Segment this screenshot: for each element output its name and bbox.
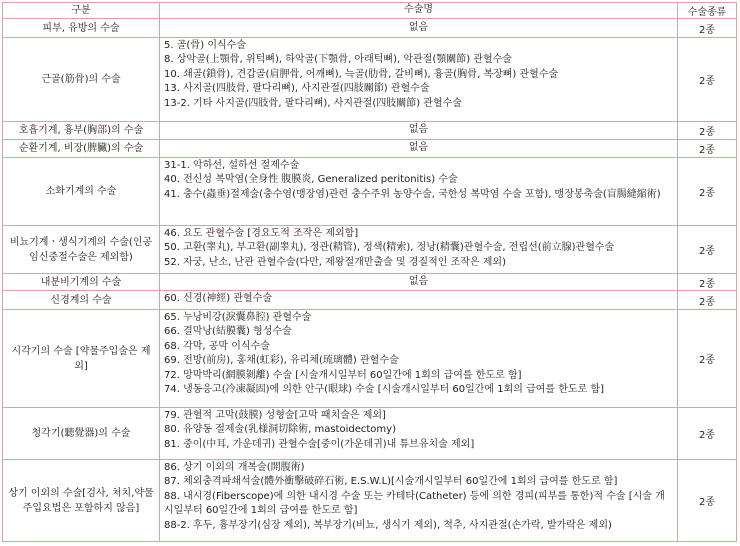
procedure-line: 72. 망막박리(網膜剝離) 수술 [시술개시일부터 60일간에 1회의 급여를 한도로 함] bbox=[164, 369, 522, 381]
row-count: 2종 bbox=[678, 291, 737, 310]
surgery-table bbox=[2, 2, 737, 542]
row-procedure bbox=[160, 226, 678, 274]
row-count: 2종 bbox=[678, 122, 737, 140]
procedure-line: 87. 체외충격파쇄석술(體外衝擊破碎石術, E.S.W.L)[시술개시일부터 60일간에 1회의 급여를 한도로 함] bbox=[164, 476, 618, 488]
procedure-line: 없음 bbox=[408, 142, 429, 154]
table-header bbox=[2, 2, 737, 19]
procedure-line: 60. 신경(神經) 관혈수술 bbox=[164, 293, 273, 304]
procedure-line: 10. 쇄골(鎖骨), 견갑골(肩胛骨, 어깨뼈), 늑골(肋骨, 갈비뼈), 흉골(胸骨, 복장뼈) 관혈수술 bbox=[164, 68, 559, 80]
row-category: 내분비기계의 수술 bbox=[2, 274, 160, 291]
row-count: 2종 bbox=[678, 408, 737, 460]
table-row bbox=[2, 408, 737, 460]
row-procedure bbox=[160, 460, 678, 542]
row-count: 2종 bbox=[678, 38, 737, 122]
row-procedure bbox=[160, 408, 678, 460]
table-row bbox=[2, 310, 737, 408]
procedure-line: 74. 냉동응고(冷凍凝固)에 의한 안구(眼球) 수술 [시술개시일부터 60일간에 1회의 급여를 한도로 함] bbox=[164, 384, 604, 396]
row-category: 신경계의 수술 bbox=[2, 291, 160, 310]
row-count: 2종 bbox=[678, 140, 737, 158]
header-category: 구분 bbox=[2, 2, 160, 19]
row-category: 청각기(聽覺器)의 수술 bbox=[2, 408, 160, 460]
procedure-line: 8. 상악골(上顎骨, 위턱뼈), 하악골(下顎骨, 아래턱뼈), 악관절(顎關節) 관혈수술 bbox=[164, 54, 512, 66]
procedure-line: 없음 bbox=[408, 124, 429, 136]
procedure-line: 80. 유양동 절제술(乳様洞切除術, mastoidectomy) bbox=[164, 424, 396, 436]
row-category: 상기 이외의 수술[검사, 처치,약물주입요법은 포함하지 않음] bbox=[2, 460, 160, 542]
row-category: 호흡기계, 흉부(胸部)의 수술 bbox=[2, 122, 160, 140]
table-row bbox=[2, 291, 737, 310]
procedure-line: 41. 충수(蟲垂)절제술(충수염(맹장염)관련 충수주위 농양수술, 국한성 복막염 수술 포함), 맹장봉축술(盲腸縫縮術) bbox=[164, 188, 661, 200]
row-count: 2종 bbox=[678, 310, 737, 408]
header-procedure: 수술명 bbox=[160, 2, 678, 19]
table-row bbox=[2, 274, 737, 291]
procedure-line: 없음 bbox=[408, 21, 429, 33]
row-category: 근골(筋骨)의 수술 bbox=[2, 38, 160, 122]
row-procedure bbox=[160, 310, 678, 408]
procedure-line: 86. 상기 이외의 개복술(開腹術) bbox=[164, 462, 305, 473]
row-category: 순환기계, 비장(脾臟)의 수술 bbox=[2, 140, 160, 158]
row-procedure bbox=[160, 38, 678, 122]
row-procedure bbox=[160, 122, 678, 140]
row-count: 2종 bbox=[678, 460, 737, 542]
procedure-line: 79. 관혈적 고막(鼓膜) 성형술[고막 패치술은 제외] bbox=[164, 410, 386, 421]
table-row bbox=[2, 226, 737, 274]
procedure-line: 88. 내시경(Fiberscope)에 의한 내시경 수술 또는 카테타(Catheter) 등에 의한 경피(피부를 통한)적 수술 [시술 개시일부터 60일간에 1회의 급여를 한도로 함] bbox=[164, 490, 665, 517]
table-row bbox=[2, 140, 737, 158]
row-procedure bbox=[160, 19, 678, 38]
table-row bbox=[2, 460, 737, 542]
row-category: 피부, 유방의 수술 bbox=[2, 19, 160, 38]
table-row bbox=[2, 38, 737, 122]
row-procedure bbox=[160, 158, 678, 226]
procedure-line: 13-2. 기타 사지골(四肢骨, 팔다리뼈), 사지관절(四肢關節) 관혈수술 bbox=[164, 97, 462, 109]
procedure-line: 40. 전신성 복막염(全身性 腹膜炎, Generalized peritonitis) 수술 bbox=[164, 174, 458, 186]
procedure-line: 65. 누낭비강(淚囊鼻腔) 관혈수술 bbox=[164, 312, 312, 323]
procedure-line: 88-2. 후두, 흉부장기(심장 제외), 복부장기(비뇨, 생식기 제외), 척추, 사지관절(손가락, 발가락은 제외) bbox=[164, 519, 612, 531]
row-count: 2종 bbox=[678, 226, 737, 274]
row-procedure bbox=[160, 274, 678, 291]
procedure-line: 46. 요도 관혈수술 [경요도적 조작은 제외함] bbox=[164, 228, 359, 239]
table-row bbox=[2, 122, 737, 140]
procedure-line: 69. 전방(前房), 홍채(虹彩), 유리체(琉璃體) 관혈수술 bbox=[164, 355, 399, 367]
procedure-line: 68. 각막, 공막 이식수술 bbox=[164, 340, 270, 352]
row-count: 2종 bbox=[678, 19, 737, 38]
table-row bbox=[2, 158, 737, 226]
procedure-line: 66. 결막낭(結膜囊) 형성수술 bbox=[164, 326, 292, 338]
row-count: 2종 bbox=[678, 274, 737, 291]
procedure-line: 81. 중이(中耳, 가운데귀) 관혈수술[중이(가운데귀)내 튜브유치술 제외] bbox=[164, 438, 475, 450]
procedure-line: 5. 골(骨) 이식수술 bbox=[164, 40, 247, 51]
row-category: 비뇨기계ㆍ생식기계의 수술(인공임신중절수술은 제외함) bbox=[2, 226, 160, 274]
procedure-line: 31-1. 악하선, 설하선 절제수술 bbox=[164, 160, 300, 171]
row-count: 2종 bbox=[678, 158, 737, 226]
row-procedure bbox=[160, 140, 678, 158]
procedure-line: 50. 고환(睾丸), 부고환(副睾丸), 정관(精管), 정색(精索), 정낭(精囊)관혈수술, 전립선(前立腺)관혈수술 bbox=[164, 242, 615, 254]
procedure-line: 52. 자궁, 난소, 난관 관혈수술(다만, 제왕절개만출술 및 경질적인 조작은 제외) bbox=[164, 256, 506, 268]
row-procedure bbox=[160, 291, 678, 310]
table-row bbox=[2, 19, 737, 38]
row-category: 시각기의 수술 [약물주입술은 제외] bbox=[2, 310, 160, 408]
procedure-line: 13. 사지골(四肢骨, 팔다리뼈), 사지관절(四肢關節) 관혈수술 bbox=[164, 83, 430, 95]
header-type-count: 수술종류 bbox=[678, 2, 737, 19]
row-category: 소화기계의 수술 bbox=[2, 158, 160, 226]
procedure-line: 없음 bbox=[408, 275, 429, 287]
